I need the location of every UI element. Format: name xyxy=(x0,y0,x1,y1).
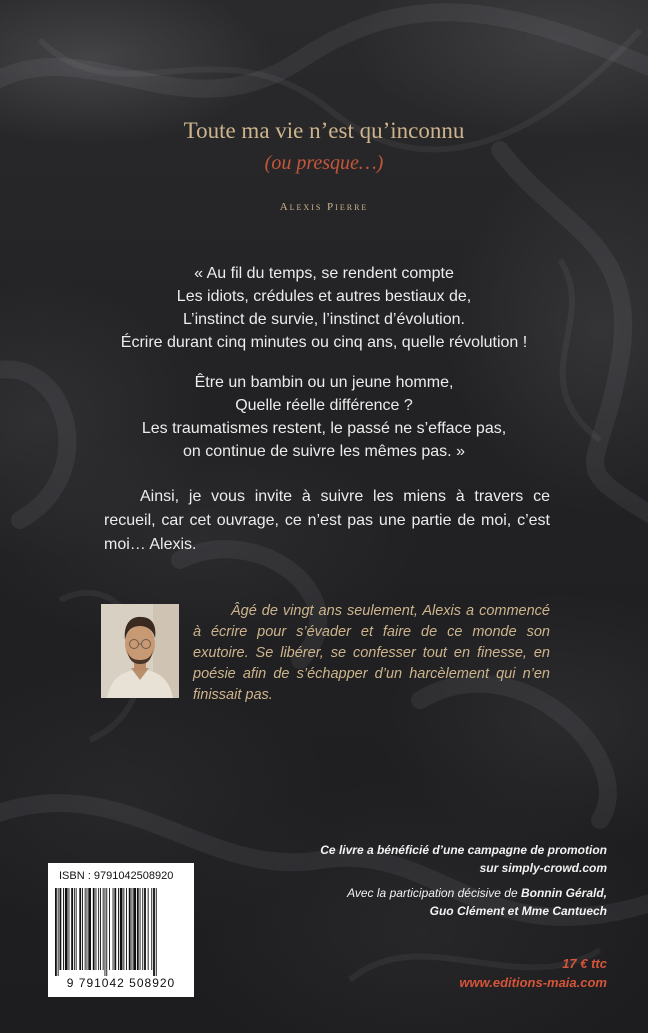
barcode-bar xyxy=(96,888,97,970)
barcode-bar xyxy=(100,888,101,970)
poem-line: Les idiots, crédules et autres bestiaux de, xyxy=(176,288,472,305)
book-title: Toute ma vie n’est qu’inconnu xyxy=(183,118,465,143)
barcode-bar xyxy=(58,888,59,976)
author-portrait-icon xyxy=(101,604,179,698)
thanks-name: Bonnin Gérald, xyxy=(520,886,607,900)
barcode-bar xyxy=(133,888,136,970)
poem-stanza-1 xyxy=(0,262,648,354)
poem-line: on continue de suivre les mêmes pas. » xyxy=(183,443,465,460)
isbn-label: ISBN : 9791042508920 xyxy=(59,870,174,882)
isbn-barcode xyxy=(48,863,194,997)
author-photo xyxy=(101,604,179,698)
barcode-bar xyxy=(106,888,107,976)
barcode-bar xyxy=(63,888,64,970)
barcode-bar xyxy=(88,888,91,970)
barcode-bar xyxy=(142,888,143,970)
barcode-bar xyxy=(156,888,157,976)
intro-paragraph: Ainsi, je vous invite à suivre les miens à travers ce recueil, car cet ouvrage, ce n’est pas une partie de moi, c’est moi… Alexis. xyxy=(104,488,550,553)
barcode-bar xyxy=(148,888,149,970)
barcode-bar xyxy=(93,888,95,970)
thanks-credit xyxy=(347,884,607,920)
barcode-bar xyxy=(105,888,106,976)
book-subtitle: (ou presque…) xyxy=(264,152,384,174)
barcode-bar xyxy=(76,888,77,970)
poem-line: Quelle réelle différence ? xyxy=(235,397,413,414)
barcode-bars-icon xyxy=(55,888,187,976)
barcode-bar xyxy=(137,888,139,970)
barcode-bar xyxy=(71,888,73,970)
barcode-bar xyxy=(132,888,133,970)
barcode-bar xyxy=(103,888,104,970)
barcode-bar xyxy=(123,888,124,970)
poem-line: « Au fil du temps, se rendent compte xyxy=(194,265,454,282)
poem-line: Écrire durant cinq minutes ou cinq ans, quelle révolution ! xyxy=(120,334,528,351)
poem-stanza-2 xyxy=(0,371,648,463)
price: 17 € ttc xyxy=(562,956,607,971)
poem-line: Les traumatismes restent, le passé ne s’efface pas, xyxy=(141,420,507,437)
barcode-bar xyxy=(55,888,57,976)
barcode-bar xyxy=(87,888,88,970)
barcode-bar xyxy=(60,888,62,970)
barcode-bar xyxy=(69,888,70,970)
barcode-bar xyxy=(85,888,86,970)
author-bio: Âgé de vingt ans seulement, Alexis a commencé à écrire pour s’évader et faire de ce monde son exutoire. Se libérer, se confesser tout en finesse, en poésie afin de s’échapper d’un harcèlement qui n’en finissait pas. xyxy=(193,603,550,703)
barcode-bar xyxy=(65,888,68,970)
barcode-bar xyxy=(140,888,141,970)
thanks-names: Guo Clément et Mme Cantuech xyxy=(429,904,607,918)
barcode-bar xyxy=(113,888,114,970)
promo-line: Ce livre a bénéficié d’une campagne de promotion xyxy=(320,843,607,857)
isbn-digits: 9 791042 508920 xyxy=(66,976,176,990)
author-name: Alexis Pierre xyxy=(279,201,369,213)
barcode-bar xyxy=(82,888,83,970)
barcode-bar xyxy=(144,888,146,970)
barcode-bar xyxy=(118,888,119,970)
barcode-bar xyxy=(74,888,75,970)
thanks-line xyxy=(347,884,607,902)
publisher-website[interactable]: www.editions-maia.com xyxy=(459,975,607,990)
barcode-bar xyxy=(98,888,99,970)
promo-credit xyxy=(320,841,607,877)
barcode-bar xyxy=(129,888,131,970)
barcode-bar xyxy=(79,888,81,970)
barcode-bar xyxy=(151,888,152,970)
promo-line: sur simply-crowd.com xyxy=(479,861,607,875)
barcode-bar xyxy=(153,888,155,976)
barcode-bar xyxy=(126,888,127,970)
thanks-prefix: Avec la participation décisive de xyxy=(347,886,521,900)
poem-line: L’instinct de survie, l’instinct d’évolution. xyxy=(183,311,465,328)
barcode-bar xyxy=(109,888,110,970)
barcode-bar xyxy=(120,888,123,970)
barcode-bar xyxy=(114,888,116,970)
poem-line: Être un bambin ou un jeune homme, xyxy=(194,374,454,391)
